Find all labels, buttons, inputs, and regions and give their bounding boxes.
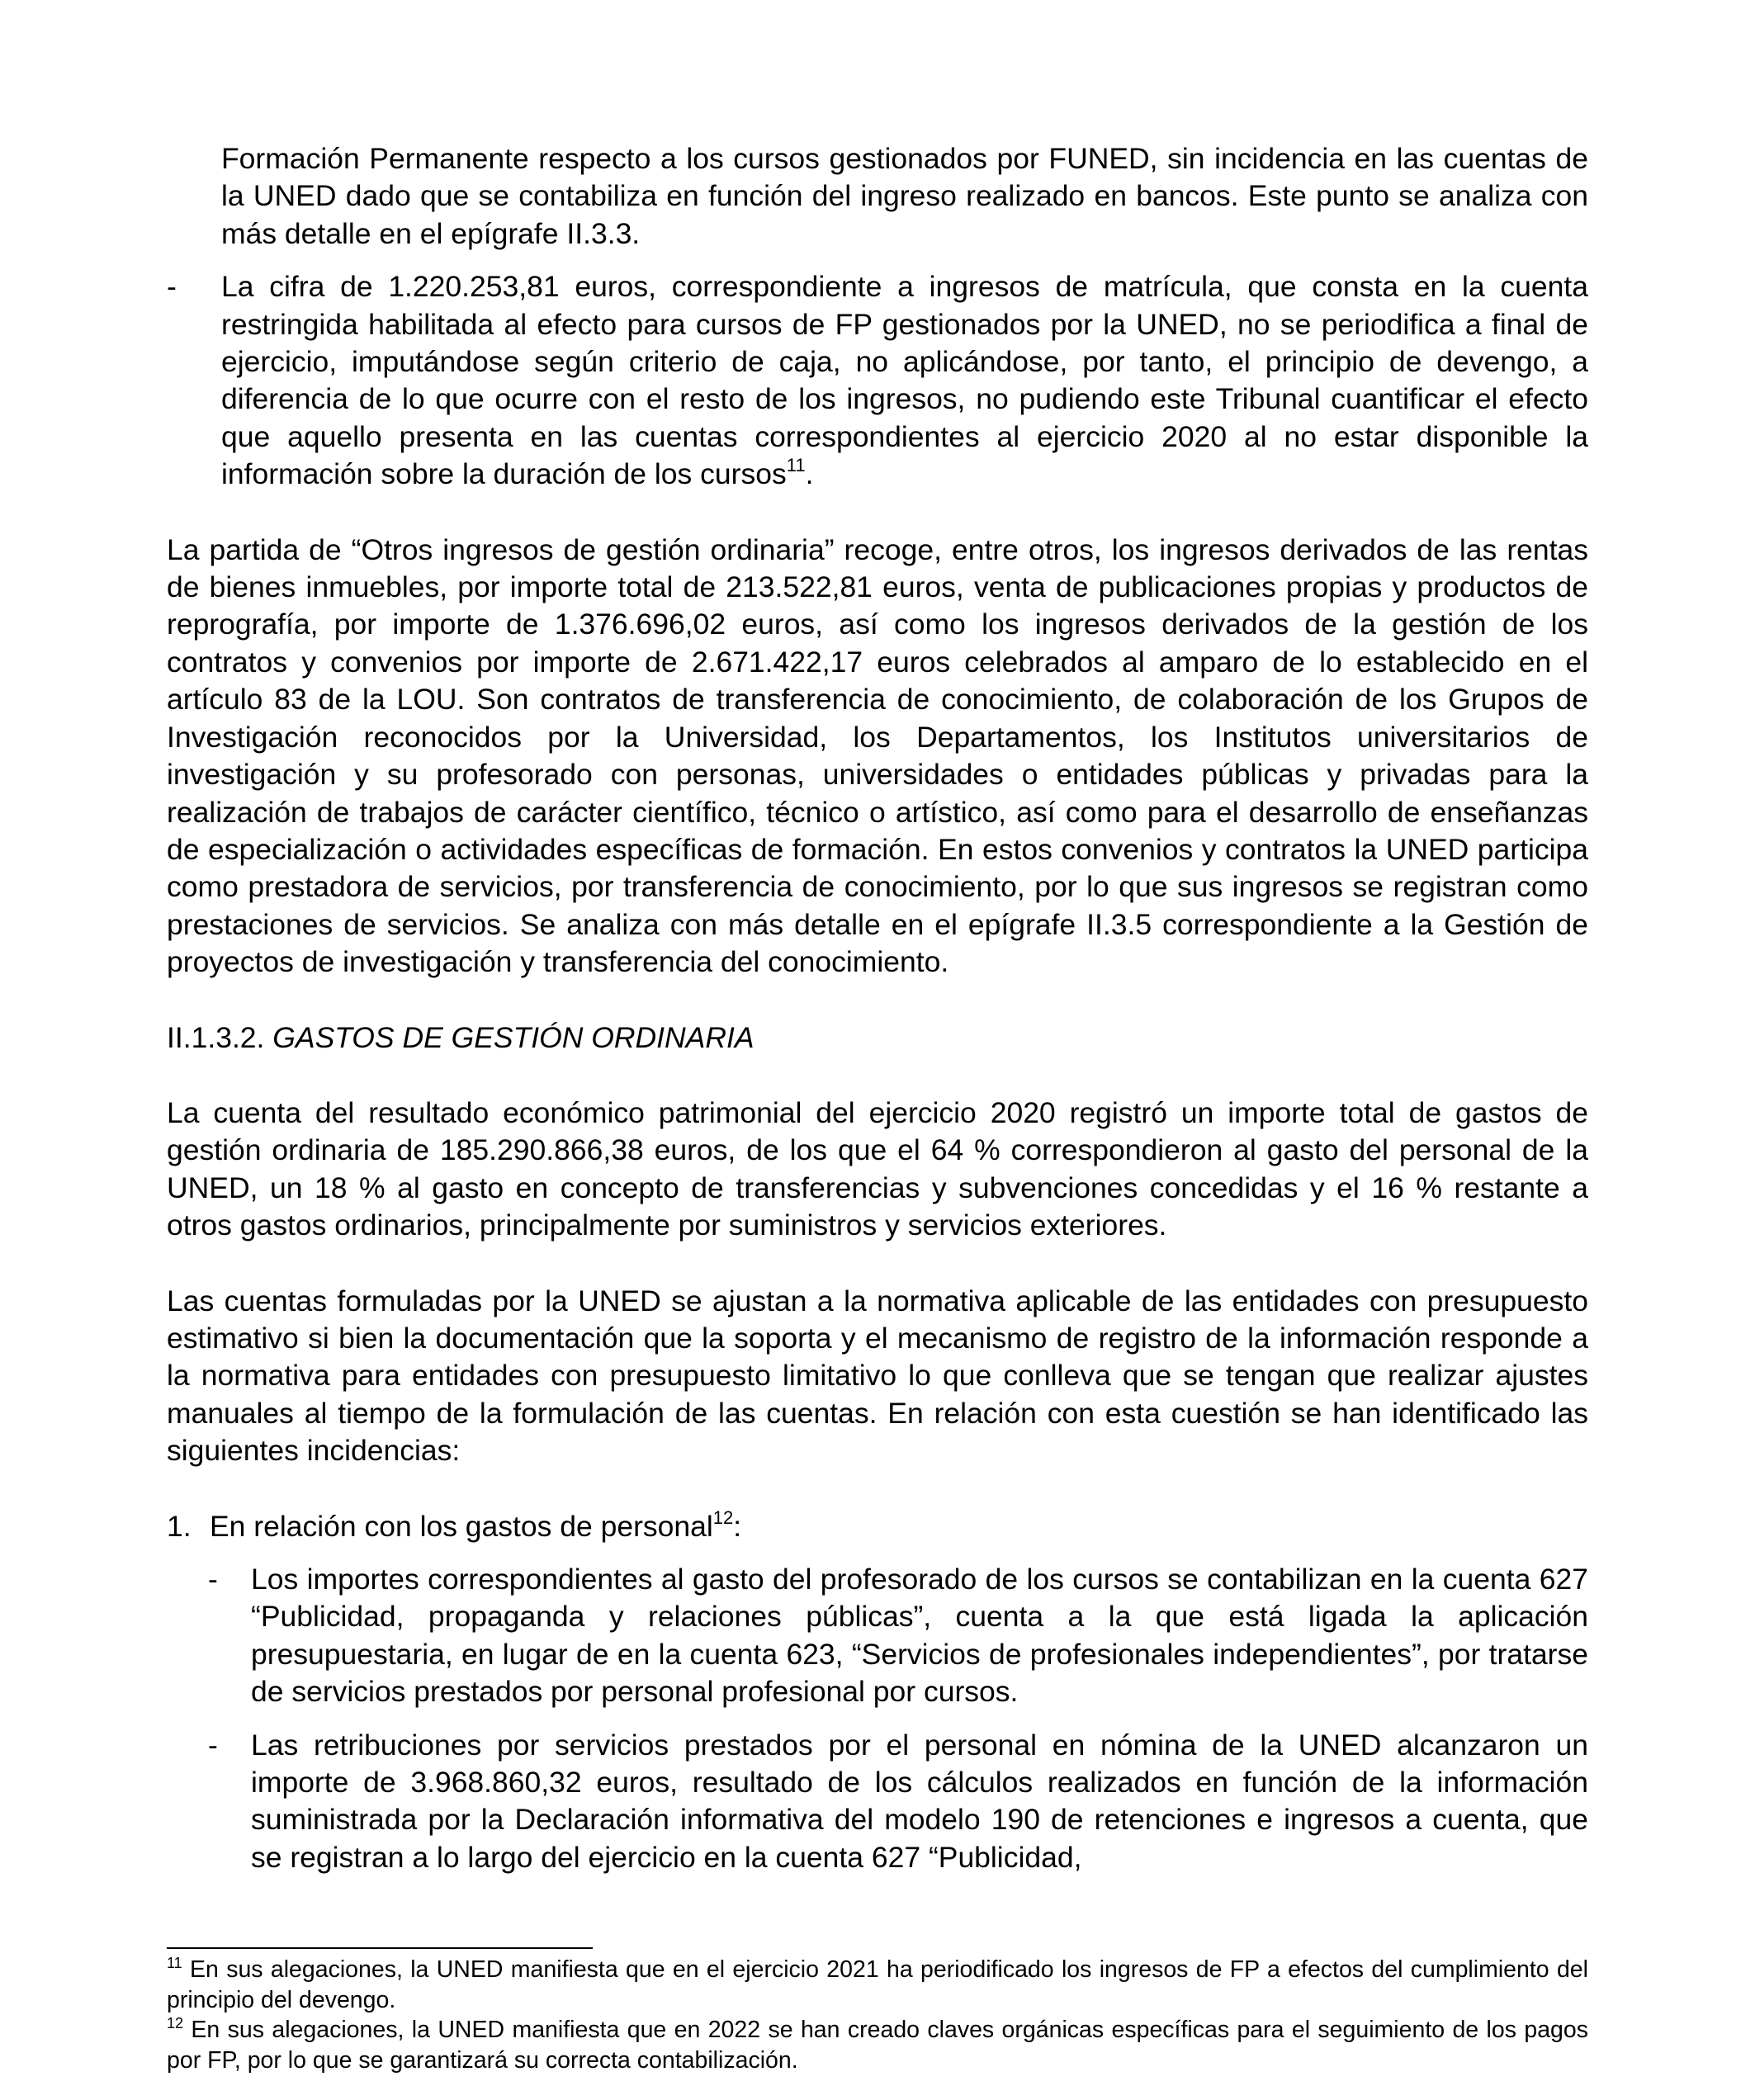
- footnotes: [167, 1945, 1588, 2075]
- dash-list-item: [167, 1561, 1588, 1711]
- paragraph-gastos: [167, 1095, 1588, 1245]
- paragraph-text: La partida de “Otros ingresos de gestión ordinaria” recoge, entre otros, los ingresos derivados de las rentas de bienes inmuebles, por importe total de 213.522,81 euros, venta de publicaciones propias y productos de reprografía, por importe de 1.376.696,02 euros, así como los ingresos derivados de la gestión de los contratos y convenios por importe de 2.671.422,17 euros celebrados al amparo de lo establecido en el artículo 83 de la LOU. Son contratos de transferencia de conocimiento, de colaboración de los Grupos de Investigación reconocidos por la Universidad, los Departamentos, los Institutos universitarios de investigación y su profesorado con personas, universidades o entidades públicas y privadas para la realización de trabajos de carácter científico, técnico o artístico, así como para el desarrollo de enseñanzas de especialización o actividades específicas de formación. En estos convenios y contratos la UNED participa como prestadora de servicios, por transferencia de conocimiento, por lo que sus ingresos se registran como prestaciones de servicios. Se analiza con más detalle en el epígrafe II.3.5 correspondiente a la Gestión de proyectos de investigación y transferencia del conocimiento.: [167, 532, 1588, 979]
- footnote-number: 11: [167, 1954, 182, 1971]
- paragraph-text: Las retribuciones por servicios prestados por el personal en nómina de la UNED alcanzaron un importe de 3.968.860,32 euros, resultado de los cálculos realizados en función de la información suministrada por la Declaración informativa del modelo 190 de retenciones e ingresos a cuenta, que se registran a lo largo del ejercicio en la cuenta 627 “Publicidad,: [251, 1728, 1588, 1874]
- paragraph-continuation: [167, 140, 1588, 253]
- numbered-list-item: [167, 1508, 1588, 1545]
- punctuation: .: [805, 457, 814, 491]
- section-heading: [167, 1019, 1588, 1057]
- footnote-11: [167, 1945, 1588, 2015]
- footnote-text: En sus alegaciones, la UNED manifiesta que en el ejercicio 2021 ha periodificado los ingresos de FP a efectos del cumplimiento del principio del devengo.: [167, 1956, 1588, 2013]
- punctuation: :: [733, 1509, 742, 1543]
- footnote-ref-11[interactable]: 11: [786, 455, 806, 476]
- paragraph-text: La cuenta del resultado económico patrimonial del ejercicio 2020 registró un importe total de gastos de gestión ordinaria de 185.290.866,38 euros, de los que el 64 % correspondieron al gasto del personal de la UNED, un 18 % al gasto en concepto de transferencias y subvenciones concedidas y el 16 % restante a otros gastos ordinarios, principalmente por suministros y servicios exteriores.: [167, 1095, 1588, 1242]
- body-text: [167, 140, 1588, 1876]
- footnote-number: 12: [167, 2014, 184, 2031]
- paragraph-cuentas: [167, 1283, 1588, 1470]
- paragraph-text: Las cuentas formuladas por la UNED se ajustan a la normativa aplicable de las entidades con presupuesto estimativo si bien la documentación que la soporta y el mecanismo de registro de la información responde a la normativa para entidades con presupuesto limitativo lo que conlleva que se tengan que realizar ajustes manuales al tiempo de la formulación de las cuentas. En relación con esta cuestión se han identificado las siguientes incidencias:: [167, 1284, 1588, 1468]
- paragraph-text: En relación con los gastos de personal: [210, 1509, 713, 1543]
- heading-title: GASTOS DE GESTIÓN ORDINARIA: [272, 1020, 755, 1054]
- paragraph-text: Formación Permanente respecto a los cursos gestionados por FUNED, sin incidencia en las cuentas de la UNED dado que se contabiliza en función del ingreso realizado en bancos. Este punto se analiza con más detalle en el epígrafe II.3.3.: [221, 142, 1588, 250]
- dash-bullet: -: [167, 270, 177, 304]
- dash-list-item: [167, 1727, 1588, 1877]
- footnote-text: En sus alegaciones, la UNED manifiesta que en 2022 se han creado claves orgánicas específicas para el seguimiento de los pagos por FP, por lo que se garantizará su correcta contabilización.: [167, 2017, 1588, 2074]
- list-number: 1.: [167, 1509, 192, 1543]
- paragraph-text: Los importes correspondientes al gasto del profesorado de los cursos se contabilizan en la cuenta 627 “Publicidad, propaganda y relaciones públicas”, cuenta a la que está ligada la aplicación presupuestaria, en lugar de en la cuenta 623, “Servicios de profesionales independientes”, por tratarse de servicios prestados por personal profesional por cursos.: [251, 1563, 1588, 1709]
- footnote-12: [167, 2015, 1588, 2075]
- footnote-ref-12[interactable]: 12: [712, 1506, 734, 1528]
- dash-bullet: -: [208, 1563, 218, 1596]
- paragraph-text: La cifra de 1.220.253,81 euros, correspondiente a ingresos de matrícula, que consta en la cuenta restringida habilitada al efecto para cursos de FP gestionados por la UNED, no se periodifica a final de ejercicio, imputándose según criterio de caja, no aplicándose, por tanto, el principio de devengo, a diferencia de lo que ocurre con el resto de los ingresos, no pudiendo este Tribunal cuantificar el efecto que aquello presenta en las cuentas correspondientes al ejercicio 2020 al no estar disponible la información sobre la duración de los cursos: [221, 270, 1588, 491]
- paragraph-otros-ingresos: [167, 532, 1588, 981]
- dash-list-item: [167, 268, 1588, 493]
- dash-bullet: -: [208, 1728, 218, 1762]
- heading-number: II.1.3.2.: [167, 1020, 265, 1054]
